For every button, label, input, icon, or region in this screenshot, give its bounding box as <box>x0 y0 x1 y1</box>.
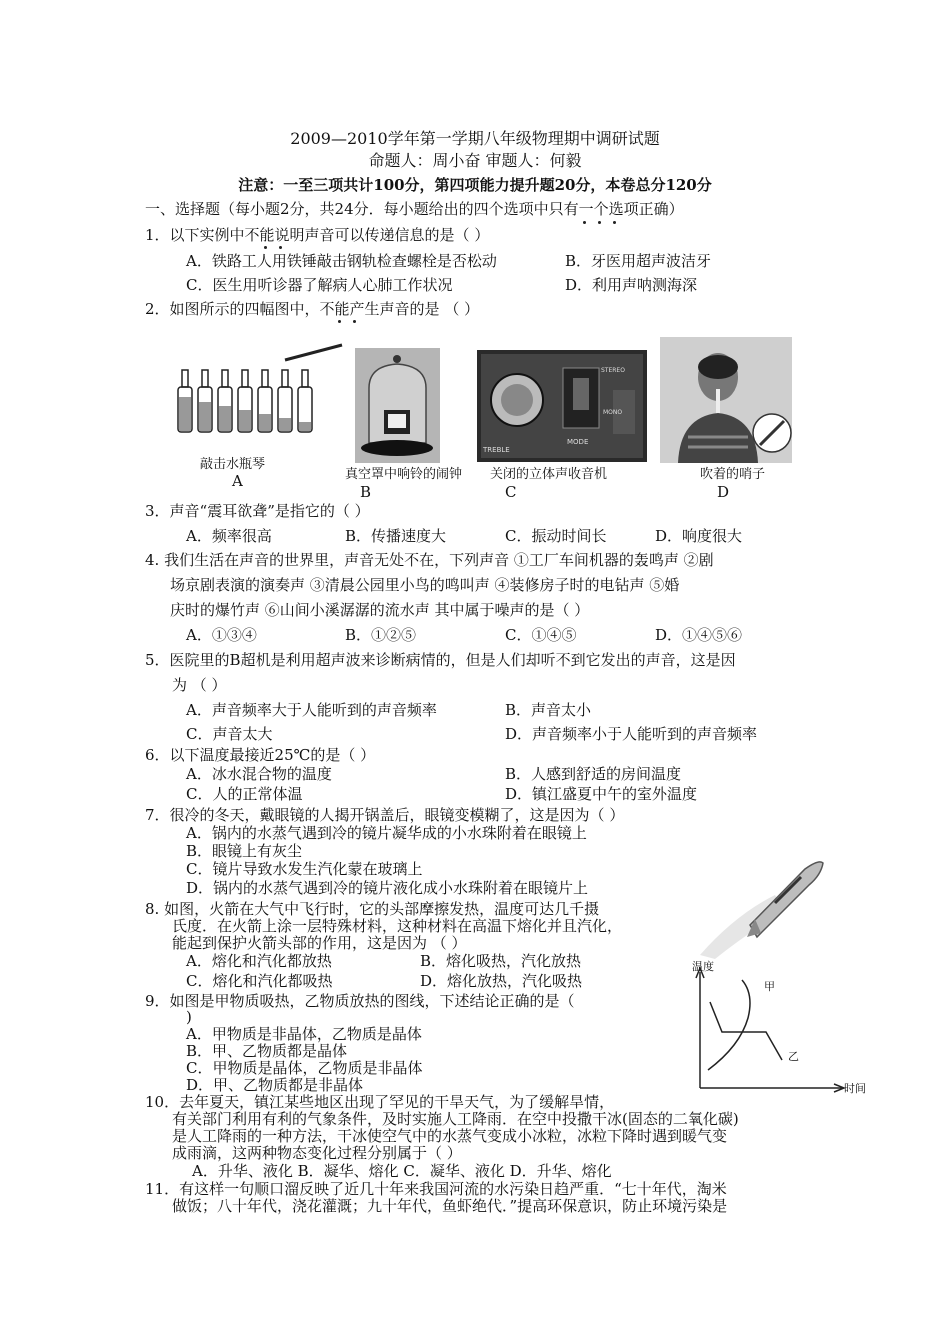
question-9-line-2: ) <box>186 1008 192 1026</box>
q7-option-c: C．镜片导致水发生汽化蒙在玻璃上 <box>186 860 423 878</box>
radio-treble-label: TREBLE <box>483 446 510 454</box>
page-title: 2009—2010学年第一学期八年级物理期中调研试题 <box>290 129 660 148</box>
q5-option-a: A．声音频率大于人能听到的声音频率 <box>186 701 437 719</box>
q9-option-c: C．甲物质是晶体，乙物质是非晶体 <box>186 1059 423 1077</box>
fig-b-letter: B <box>360 483 372 501</box>
q3-option-d: D．响度很大 <box>655 527 743 545</box>
q6-option-a: A．冰水混合物的温度 <box>186 765 332 783</box>
q8-option-b: B．熔化吸热，汽化放热 <box>420 952 582 970</box>
fig-d-letter: D <box>717 483 730 501</box>
question-6-stem: 6．以下温度最接近25℃的是（ ） <box>145 746 376 764</box>
question-4-line-2: 场京剧表演的演奏声 ③清晨公园里小鸟的鸣叫声 ④装修房子时的电钻声 ⑤婚 <box>170 576 680 594</box>
question-10-line-3: 是人工降雨的一种方法，干冰使空气中的水蒸气变成小冰粒，冰粒下降时遇到暖气变 <box>172 1127 728 1145</box>
q9-option-b: B．甲、乙物质都是晶体 <box>186 1042 348 1060</box>
q8-option-d: D．熔化放热，汽化吸热 <box>420 972 583 990</box>
graph-yi-label: 乙 <box>788 1050 799 1063</box>
q5-option-c: C．声音太大 <box>186 725 273 743</box>
graph-jia-label: 甲 <box>764 980 775 993</box>
q7-option-d: D．锅内的水蒸气遇到冷的镜片液化成小水珠附着在眼镜片上 <box>186 879 589 897</box>
question-4-line-3: 庆时的爆竹声 ⑥山间小溪潺潺的流水声 其中属于噪声的是（ ） <box>170 601 590 619</box>
q6-option-d: D．镇江盛夏中午的室外温度 <box>505 785 698 803</box>
exam-notice: 注意：一至三项共计100分，第四项能力提升题20分，本卷总分120分 <box>238 176 712 194</box>
emphasis-dot <box>613 221 616 224</box>
fig-c-letter: C <box>505 483 517 501</box>
graph-x-label: 时间 <box>844 1082 866 1095</box>
radio-mode-label: MODE <box>567 438 589 446</box>
stereo-radio-figure <box>477 350 647 462</box>
graph-y-label: 温度 <box>692 960 714 973</box>
question-9-line-1: 9．如图是甲物质吸热，乙物质放热的图线，下述结论正确的是（ <box>145 992 575 1010</box>
q9-option-d: D．甲、乙物质都是非晶体 <box>186 1076 364 1094</box>
vacuum-bell-jar-figure <box>355 348 440 463</box>
q4-option-d: D．①④⑤⑥ <box>655 626 743 644</box>
emphasis-dot <box>338 320 341 323</box>
question-4-line-1: 4. 我们生活在声音的世界里，声音无处不在，下列声音 ①工厂车间机器的轰鸣声 ②剧 <box>145 551 714 569</box>
q6-option-b: B．人感到舒适的房间温度 <box>505 765 682 783</box>
q10-options: A．升华、液化 B．凝华、熔化 C．凝华、液化 D．升华、熔化 <box>192 1162 612 1180</box>
emphasis-dot <box>264 246 267 249</box>
question-2-stem: 2．如图所示的四幅图中，不能产生声音的是 （ ） <box>145 300 480 318</box>
question-8-line-1: 8. 如图，火箭在大气中飞行时，它的头部摩擦发热，温度可达几千摄 <box>145 900 600 918</box>
question-5-line-1: 5．医院里的B超机是利用超声波来诊断病情的，但是人们却听不到它发出的声音，这是因 <box>145 651 736 669</box>
radio-stereo-label: STEREO <box>601 367 625 374</box>
question-5-line-2: 为 （ ） <box>172 676 227 694</box>
q4-option-b: B．①②⑤ <box>345 626 417 644</box>
question-8-line-2: 氏度．在火箭上涂一层特殊材料，这种材料在高温下熔化并且汽化， <box>172 917 623 935</box>
q6-option-c: C．人的正常体温 <box>186 785 303 803</box>
question-7-stem: 7．很冷的冬天，戴眼镜的人揭开锅盖后，眼镜变模糊了，这是因为（ ） <box>145 806 625 824</box>
q7-option-b: B．眼镜上有灰尘 <box>186 842 303 860</box>
question-3-stem: 3．声音“震耳欲聋”是指它的（ ） <box>145 502 370 520</box>
q5-option-b: B．声音太小 <box>505 701 592 719</box>
q9-option-a: A．甲物质是非晶体，乙物质是晶体 <box>186 1025 422 1043</box>
q3-option-b: B．传播速度大 <box>345 527 447 545</box>
question-8-line-3: 能起到保护火箭头部的作用，这是因为 （ ） <box>172 934 467 952</box>
emphasis-dot <box>583 221 586 224</box>
q1-option-c: C．医生用听诊器了解病人心肺工作状况 <box>186 276 453 294</box>
fig-b-caption: 真空罩中响铃的闹钟 <box>345 467 463 482</box>
q8-option-c: C．熔化和汽化都吸热 <box>186 972 333 990</box>
emphasis-dot <box>279 246 282 249</box>
question-10-line-1: 10．去年夏天，镇江某些地区出现了罕见的干旱天气，为了缓解旱情， <box>145 1093 615 1111</box>
temperature-time-graph <box>680 958 880 1098</box>
section-heading: 一、选择题（每小题2分，共24分．每小题给出的四个选项中只有一个选项正确） <box>145 200 684 218</box>
q5-option-d: D．声音频率小于人能听到的声音频率 <box>505 725 758 743</box>
question-10-line-4: 成雨滴，这两种物态变化过程分别属于（ ） <box>172 1144 462 1162</box>
question-11-line-2: 做饭；八十年代，浇花灌溉；九十年代，鱼虾绝代．”提高环保意识，防止环境污染是 <box>172 1197 728 1215</box>
fig-a-letter: A <box>232 472 243 490</box>
q4-option-c: C．①④⑤ <box>505 626 577 644</box>
authors-line: 命题人：周小奋 审题人：何毅 <box>368 151 582 170</box>
q1-option-d: D．利用声呐测海深 <box>565 276 698 294</box>
water-bottle-xylophone-figure <box>170 342 350 462</box>
q4-option-a: A．①③④ <box>186 626 257 644</box>
question-1-stem: 1．以下实例中不能说明声音可以传递信息的是（ ） <box>145 226 490 244</box>
fig-d-caption: 吹着的哨子 <box>700 467 766 482</box>
emphasis-dot <box>598 221 601 224</box>
fig-a-caption: 敲击水瓶琴 <box>200 457 266 472</box>
q3-option-a: A．频率很高 <box>186 527 272 545</box>
emphasis-dot <box>353 320 356 323</box>
q3-option-c: C．振动时间长 <box>505 527 607 545</box>
question-11-line-1: 11．有这样一句顺口溜反映了近几十年来我国河流的水污染日趋严重．“七十年代，淘米 <box>145 1180 727 1198</box>
fig-c-caption: 关闭的立体声收音机 <box>490 467 608 482</box>
radio-mono-label: MONO <box>603 409 623 416</box>
q7-option-a: A．锅内的水蒸气遇到冷的镜片凝华成的小水珠附着在眼镜上 <box>186 824 587 842</box>
boy-whistle-figure <box>660 337 792 463</box>
rocket-figure <box>695 855 830 960</box>
q1-option-b: B．牙医用超声波洁牙 <box>565 252 712 270</box>
q8-option-a: A．熔化和汽化都放热 <box>186 952 332 970</box>
q1-option-a: A．铁路工人用铁锤敲击钢轨检查螺栓是否松动 <box>186 252 497 270</box>
question-10-line-2: 有关部门利用有利的气象条件，及时实施人工降雨．在空中投撒干冰(固态的二氧化碳) <box>172 1110 739 1128</box>
